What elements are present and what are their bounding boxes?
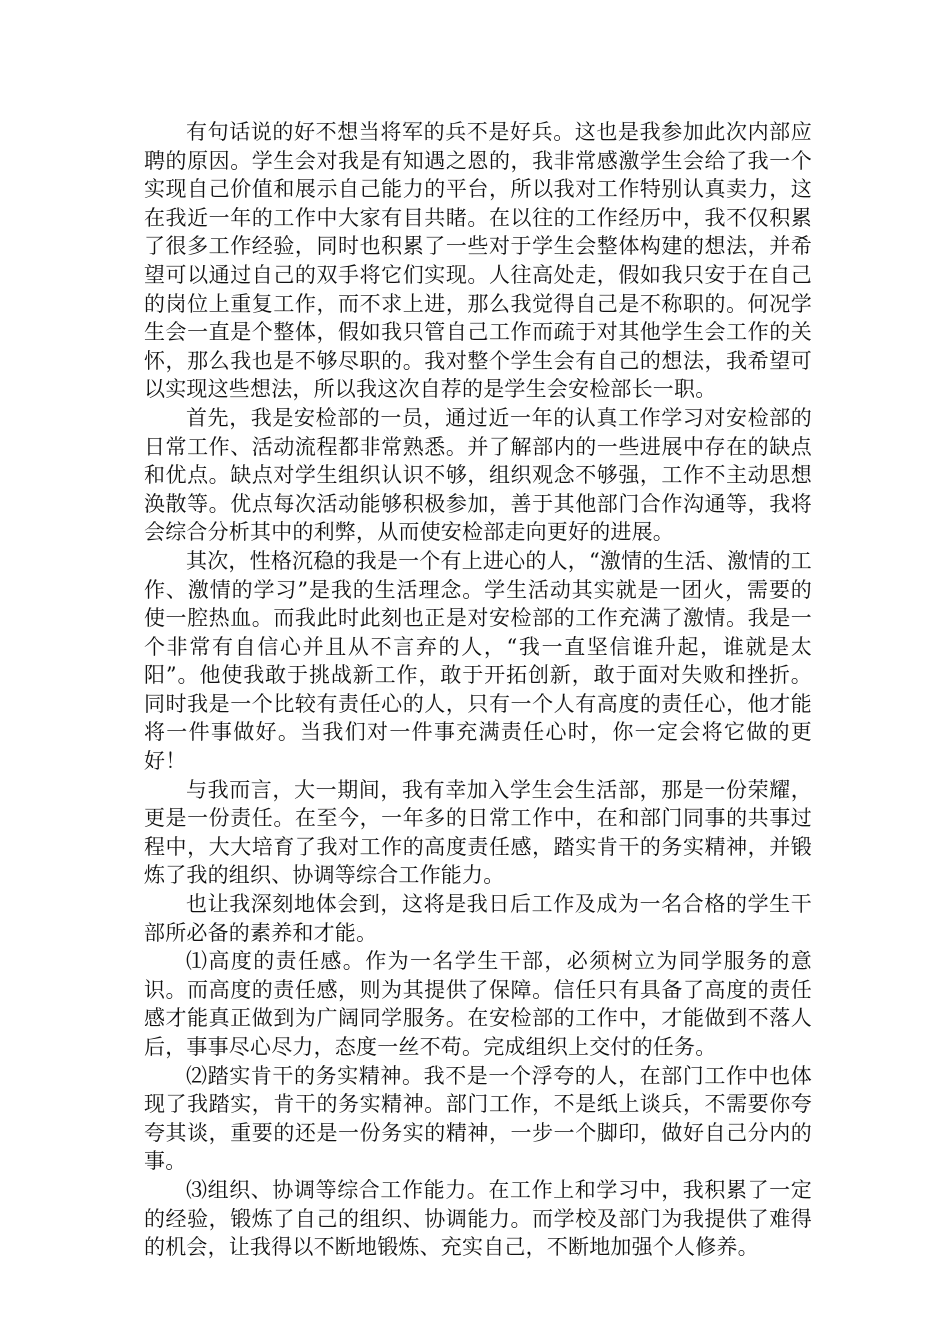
paragraph-point-2: ⑵踏实肯干的务实精神。我不是一个浮夸的人，在部门工作中也体现了我踏实，肯干的务实精神。部门工作，不是纸上谈兵，不需要你夸夸其谈，重要的还是一份务实的精神，一步一个脚印，做好自己分内的事。: [144, 1063, 812, 1174]
paragraph-second: 其次，性格沉稳的我是一个有上进心的人，“激情的生活、激情的工作、激情的学习”是我的生活理念。学生活动其实就是一团火，需要的使一腔热血。而我此时此刻也正是对安检部的工作充满了激情。我是一个非常有自信心并且从不言弃的人，“我一直坚信谁升起，谁就是太阳”。他使我敢于挑战新工作，敢于开拓创新，敢于面对失败和挫折。同时我是一个比较有责任心的人，只有一个人有高度的责任心，他才能将一件事做好。当我们对一件事充满责任心时，你一定会将它做的更好！: [144, 548, 812, 774]
paragraph-point-1: ⑴高度的责任感。作为一名学生干部，必须树立为同学服务的意识。而高度的责任感，则为其提供了保障。信任只有具备了高度的责任感才能真正做到为广阔同学服务。在安检部的工作中，才能做到不落人后，事事尽心尽力，态度一丝不苟。完成组织上交付的任务。: [144, 949, 812, 1059]
paragraph-experience: 与我而言，大一期间，我有幸加入学生会生活部，那是一份荣耀，更是一份责任。在至今，一年多的日常工作中，在和部门同事的共事过程中，大大培育了我对工作的高度责任感，踏实肯干的务实精神，并锻炼了我的组织、协调等综合工作能力。: [144, 777, 812, 888]
paragraph-point-3: ⑶组织、协调等综合工作能力。在工作上和学习中，我积累了一定的经验，锻炼了自己的组织、协调能力。而学校及部门为我提供了难得的机会，让我得以不断地锻炼、充实自己，不断地加强个人修养。: [144, 1177, 812, 1260]
paragraph-first: 首先，我是安检部的一员，通过近一年的认真工作学习对安检部的日常工作、活动流程都非常熟悉。并了解部内的一些进展中存在的缺点和优点。缺点对学生组织认识不够，组织观念不够强，工作不主动思想涣散等。优点每次活动能够积极参加，善于其他部门合作沟通等，我将会综合分析其中的利弊，从而使安检部走向更好的进展。: [144, 405, 812, 545]
document-body: [144, 118, 812, 1262]
paragraph-realization: 也让我深刻地体会到，这将是我日后工作及成为一名合格的学生干部所必备的素养和才能。: [144, 892, 812, 945]
paragraph-intro: 有句话说的好不想当将军的兵不是好兵。这也是我参加此次内部应聘的原因。学生会对我是有知遇之恩的，我非常感激学生会给了我一个实现自己价值和展示自己能力的平台，所以我对工作特别认真卖力，这在我近一年的工作中大家有目共睹。在以往的工作经历中，我不仅积累了很多工作经验，同时也积累了一些对于学生会整体构建的想法，并希望可以通过自己的双手将它们实现。人往高处走，假如我只安于在自己的岗位上重复工作，而不求上进，那么我觉得自己是不称职的。何况学生会一直是个整体，假如我只管自己工作而疏于对其他学生会工作的关怀，那么我也是不够尽职的。我对整个学生会有自己的想法，我希望可以实现这些想法，所以我这次自荐的是学生会安检部长一职。: [144, 120, 812, 402]
